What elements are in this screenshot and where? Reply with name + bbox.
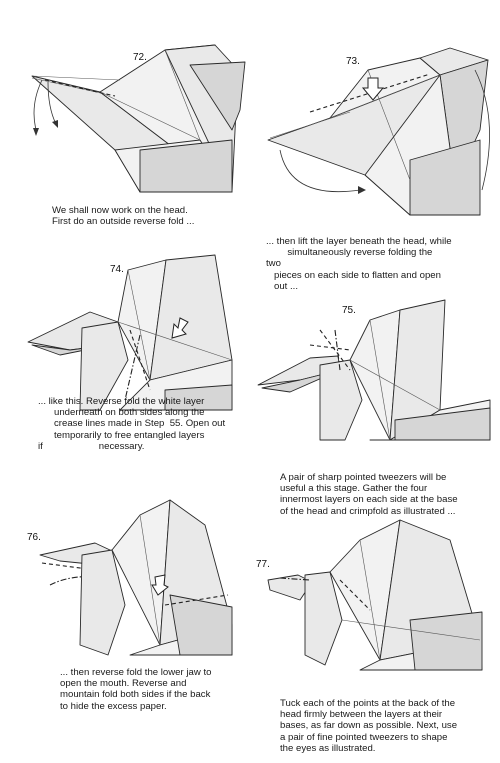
step-72-number: 72.	[133, 52, 147, 63]
step-72-caption: We shall now work on the head. First do an outside reverse fold ...	[52, 205, 195, 228]
step-76-diagram	[0, 495, 250, 660]
step-74-panel	[0, 250, 250, 452]
step-75-panel	[250, 290, 500, 517]
step-76-panel	[0, 495, 250, 712]
step-74-diagram	[0, 250, 250, 410]
step-75-number: 75.	[342, 305, 356, 316]
step-74-number: 74.	[110, 264, 124, 275]
step-72-diagram	[0, 0, 250, 200]
step-77-diagram	[250, 500, 500, 670]
step-73-diagram	[250, 0, 500, 230]
step-74-caption: ... like this. Reverse fold the white layer underneath on both sides along the crease lines made in Step 55. Open out temporarily to free entangled layers if necessary.	[38, 396, 226, 452]
step-75-diagram	[250, 290, 500, 465]
step-75-caption: A pair of sharp pointed tweezers will be useful a this stage. Gather the four innermost layers on each side at the base of the head and crimpfold as illustrated ...	[280, 472, 458, 517]
step-76-caption: ... then reverse fold the lower jaw to open the mouth. Reverse and mountain fold both sides if the back to hide the excess paper.	[60, 667, 212, 712]
step-76-number: 76.	[27, 532, 41, 543]
step-72-panel	[0, 0, 250, 228]
step-73-panel	[250, 0, 500, 292]
step-77-number: 77.	[256, 559, 270, 570]
step-77-panel	[250, 500, 500, 754]
step-73-caption: ... then lift the layer beneath the head, while simultaneously reverse folding the two pieces on each side to flatten and open out ...	[266, 236, 452, 292]
step-73-number: 73.	[346, 56, 360, 67]
step-77-caption: Tuck each of the points at the back of the head firmly between the layers at their bases, as far down as possible. Next, use a pair of fine pointed tweezers to shape the eyes as illustrated.	[280, 698, 458, 754]
